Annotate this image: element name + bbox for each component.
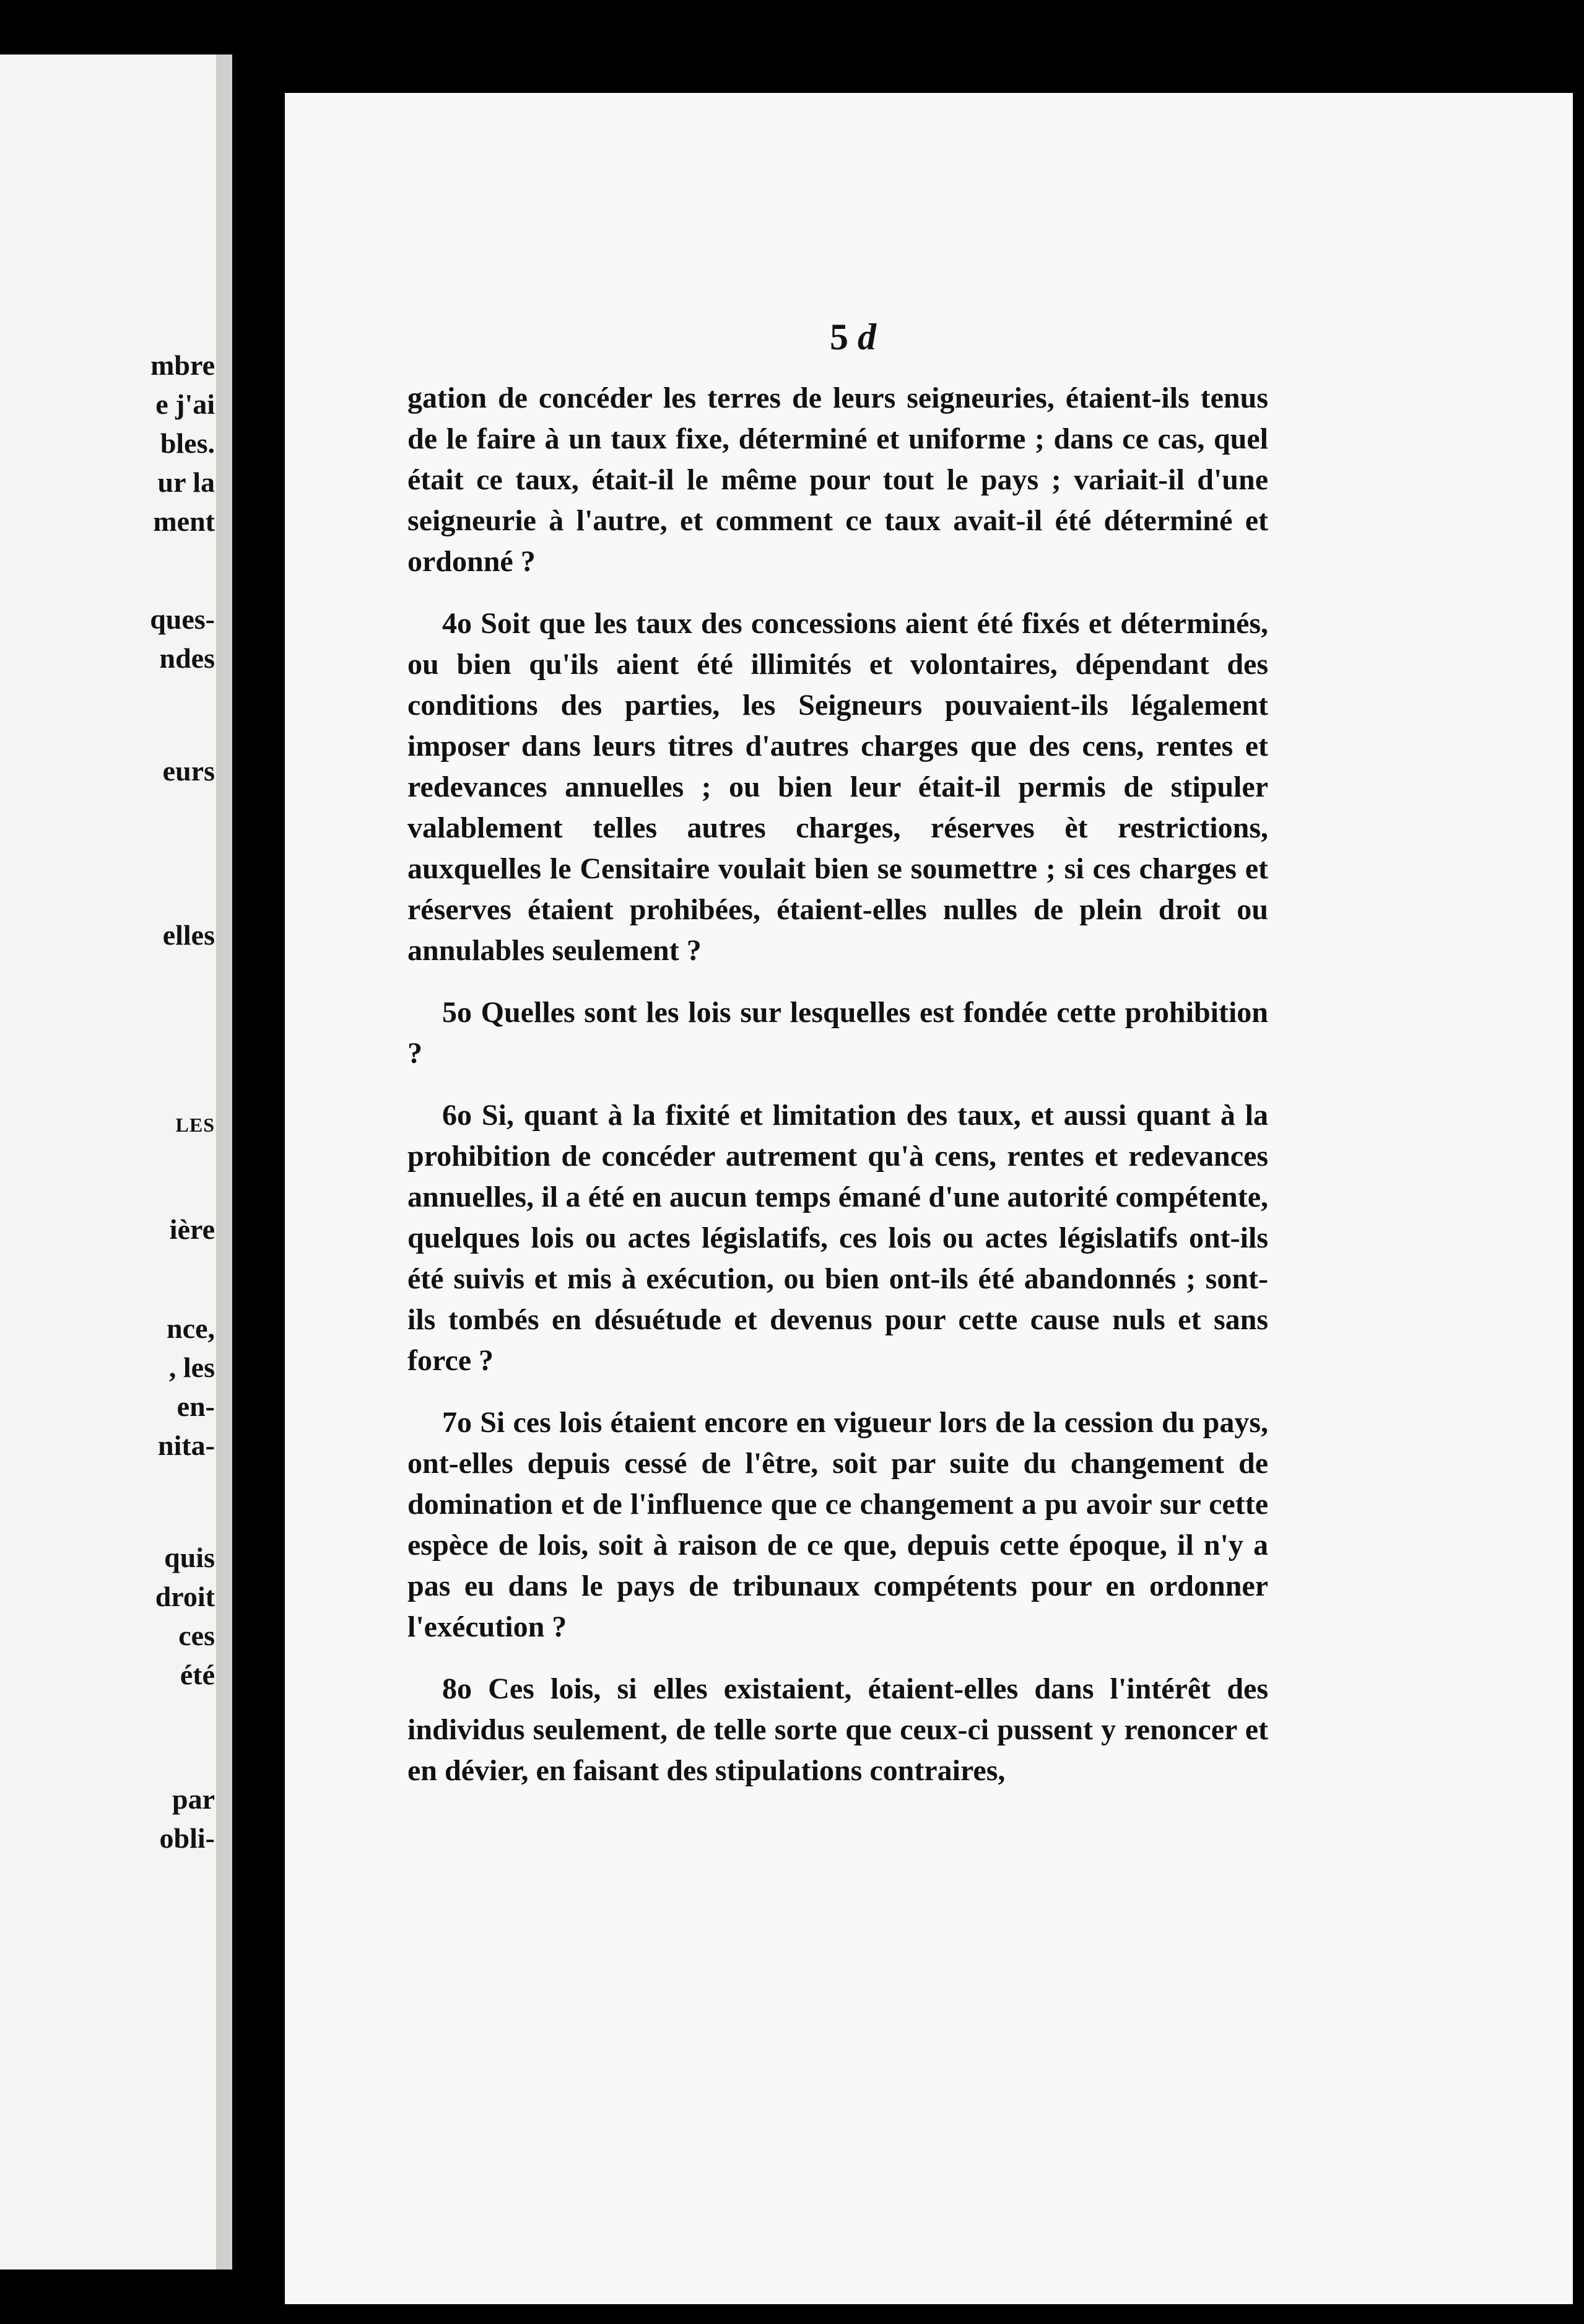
left-facing-page <box>0 55 232 2269</box>
left-page-fragment: ur la <box>157 466 215 498</box>
paragraph-question-6: 6o Si, quant à la fixité et limitation des taux, et aussi quant à la prohibition de concéder autrement qu'à cens, rentes et redevances annuelles, il a été en aucun temps émané d'une autorité compétente, quelques lois ou actes législatifs, ces lois ou actes législatifs ont-ils été suivis et mis à exécution, ou bien ont-ils été abandonnés ; sont-ils tombés en désuétude et devenus pour cette cause nuls et sans force ? <box>407 1099 1268 1377</box>
paragraph-question-7: 7o Si ces lois étaient encore en vigueur lors de la cession du pays, ont-elles depuis cessé de l'être, soit par suite du changement de domination et de l'influence que ce changement a pu avoir sur cette espèce de lois, soit à raison de ce que, depuis cette époque, il n'y a pas eu dans le pays de tribunaux compétents pour en ordonner l'exécution ? <box>407 1406 1268 1643</box>
left-page-fragment: été <box>180 1659 215 1690</box>
left-page-fragment: en- <box>176 1391 215 1422</box>
left-page-fragment: LES <box>175 1114 215 1136</box>
book-gutter <box>232 0 285 2324</box>
paragraph-question-8: 8o Ces lois, si elles existaient, étaient-elles dans l'intérêt des individus seulement, de telle sorte que ceux-ci pussent y renoncer et en dévier, en faisant des stipulations contraires, <box>407 1672 1268 1787</box>
page-number-letter: d <box>858 317 876 357</box>
left-page-fragment: ment <box>153 505 215 537</box>
left-page-fragment: ndes <box>159 642 215 674</box>
left-page-fragment: , les <box>168 1352 215 1383</box>
page-number-digit: 5 <box>830 317 848 357</box>
left-page-fragment: ques- <box>150 603 215 635</box>
main-page <box>285 93 1573 2304</box>
left-page-fragment: nce, <box>167 1313 215 1344</box>
left-page-fragment: nita- <box>158 1430 215 1461</box>
left-page-fragment: ière <box>169 1213 215 1245</box>
body-text <box>407 378 1268 1812</box>
left-page-fragment: quis <box>164 1542 215 1573</box>
left-page-fragment: mbre <box>150 349 215 381</box>
left-page-fragment: droit <box>155 1581 215 1612</box>
left-page-fragment: e j'ai <box>155 388 215 420</box>
paragraph-question-5: 5o Quelles sont les lois sur lesquelles est fondée cette prohibition ? <box>407 996 1268 1070</box>
page-number <box>830 316 876 359</box>
left-page-fragment: obli- <box>159 1822 215 1854</box>
page-spine <box>216 55 232 2269</box>
paragraph-continuation: gation de concéder les terres de leurs seigneuries, étaient-ils tenus de le faire à un taux fixe, déterminé et uniforme ; dans ce cas, quel était ce taux, était-il le même pour tout le pays ; variait-il d'une seigneurie à l'autre, et comment ce taux avait-il été déterminé et ordonné ? <box>407 382 1268 578</box>
left-page-fragment: elles <box>162 919 215 951</box>
left-page-fragment: bles. <box>160 427 215 459</box>
paragraph-question-4: 4o Soit que les taux des concessions aient été fixés et déterminés, ou bien qu'ils aient été illimités et volontaires, dépendant des conditions des parties, les Seigneurs pouvaient-ils légalement imposer dans leurs titres d'autres charges que des cens, rentes et redevances annuelles ; ou bien leur était-il permis de stipuler valablement telles autres charges, réserves èt restrictions, auxquelles le Censitaire voulait bien se soumettre ; si ces charges et réserves étaient prohibées, étaient-elles nulles de plein droit ou annulables seulement ? <box>407 607 1268 967</box>
left-page-fragment: ces <box>178 1620 215 1651</box>
left-page-fragment: eurs <box>162 755 215 787</box>
left-page-fragment: par <box>172 1783 215 1815</box>
